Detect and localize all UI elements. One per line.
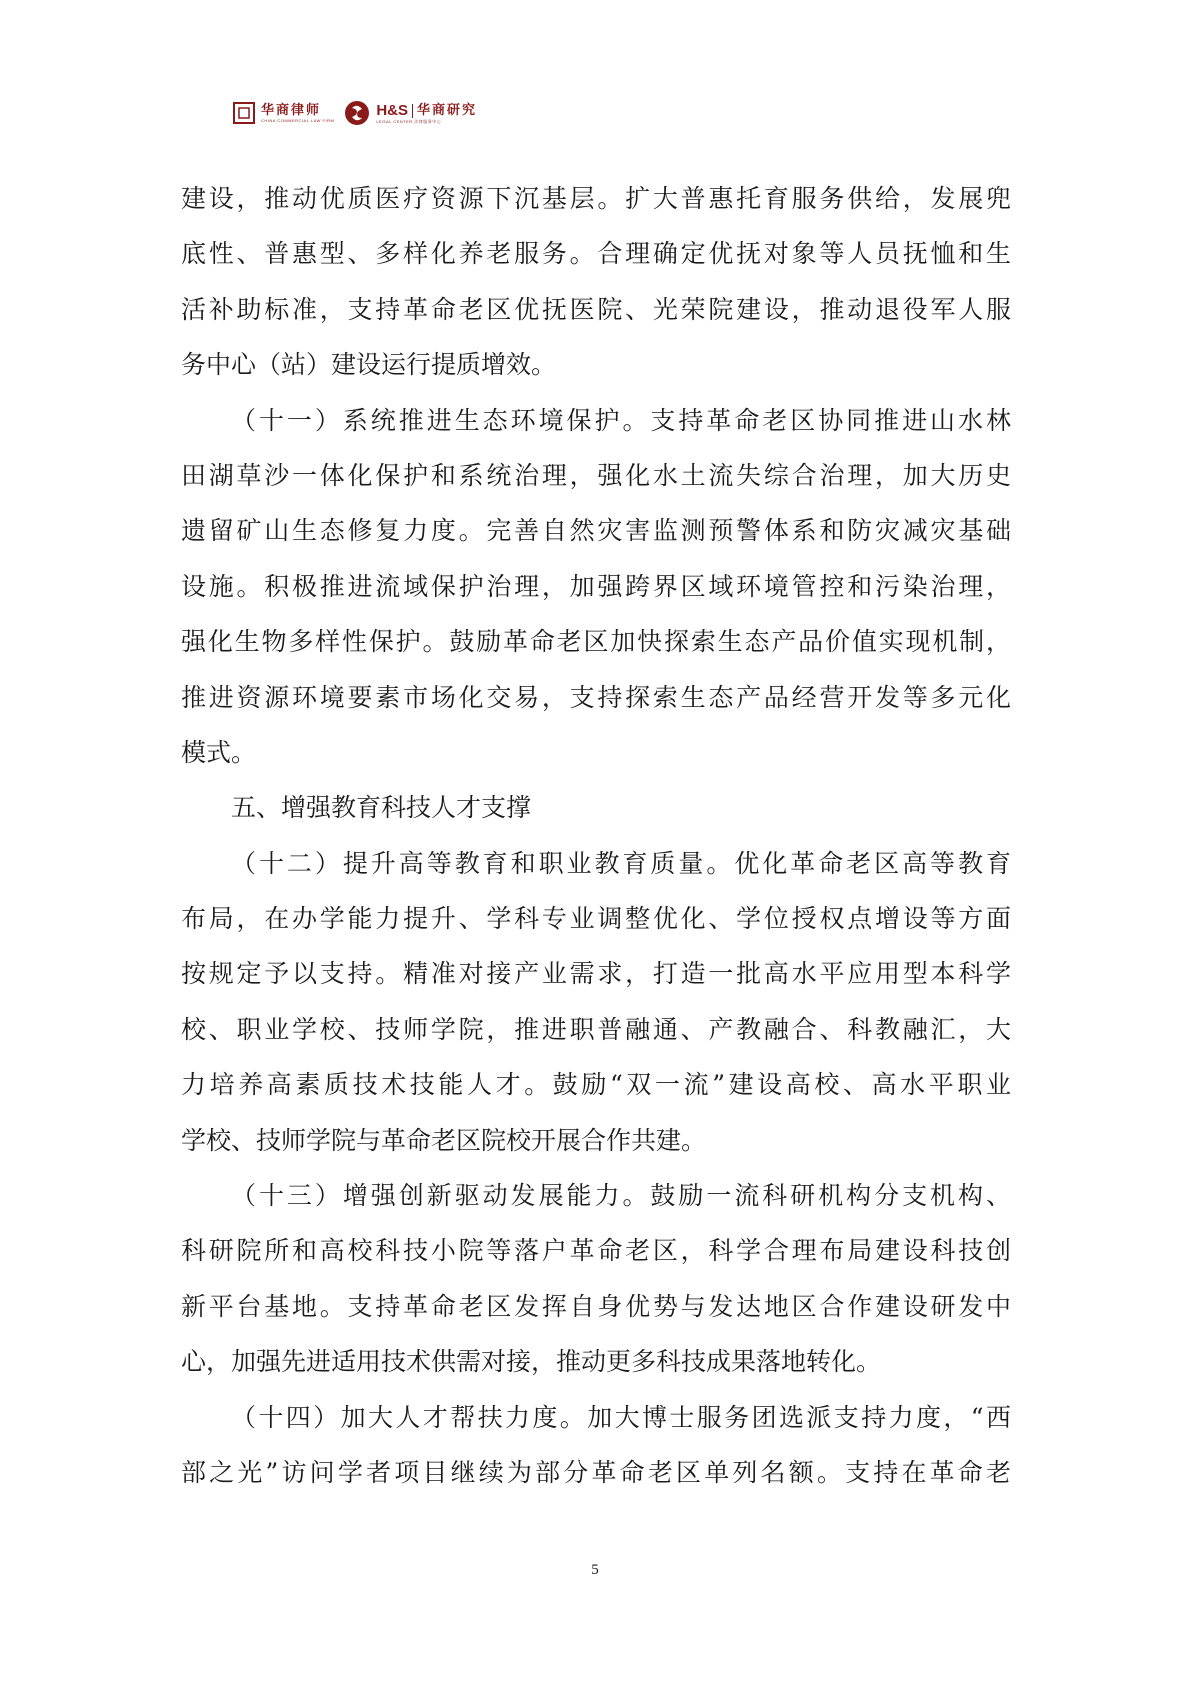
body-line: 活补助标准，支持革命老区优抚医院、光荣院建设，推动退役军人服 [181, 294, 1011, 324]
document-body [181, 171, 1011, 1500]
body-line: 校、职业学校、技师学院，推进职普融通、产教融合、科教融汇，大 [181, 1014, 1011, 1044]
law-firm-logo [233, 102, 334, 124]
body-line: 务中心（站）建设运行提质增效。 [181, 350, 557, 380]
body-line: 按规定予以支持。精准对接产业需求，打造一批高水平应用型本科学 [181, 959, 1011, 989]
body-line: 心，加强先进适用技术供需对接，推动更多科技成果落地转化。 [181, 1347, 882, 1377]
body-line: 遗留矿山生态修复力度。完善自然灾害监测预警体系和防灾减灾基础 [181, 516, 1011, 546]
body-line: 力培养高素质技术技能人才。鼓励“双一流”建设高校、高水平职业 [181, 1070, 1011, 1100]
section-heading: 五、增强教育科技人才支撑 [231, 793, 532, 823]
legal-center-subtitle: LEGAL CENTER 法律服务中心 [376, 119, 442, 124]
legal-center-cn-text: 华商研究 [417, 102, 478, 118]
paragraph-heading-line: （十一）系统推进生态环境保护。支持革命老区协同推进山水林 [231, 405, 1011, 435]
letterhead [233, 100, 477, 126]
body-line: 设施。积极推进流域保护治理，加强跨界区域环境管控和污染治理， [181, 571, 1011, 601]
body-line: 新平台基地。支持革命老区发挥自身优势与发达地区合作建设研发中 [181, 1291, 1011, 1321]
logo-divider [412, 104, 413, 118]
logo-brand-text: 华商律师 [261, 102, 322, 118]
body-line: 底性、普惠型、多样化养老服务。合理确定优抚对象等人员抚恤和生 [181, 239, 1011, 269]
body-line: 科研院所和高校科技小院等落户革命老区，科学合理布局建设科技创 [181, 1236, 1011, 1266]
paragraph-heading-line: （十三）增强创新驱动发展能力。鼓励一流科研机构分支机构、 [231, 1181, 1011, 1211]
body-line: 强化生物多样性保护。鼓励革命老区加快探索生态产品价值实现机制， [181, 627, 1011, 657]
hs-brand-text: H&S [376, 102, 408, 119]
square-seal-icon [233, 102, 255, 124]
body-line: 建设，推动优质医疗资源下沉基层。扩大普惠托育服务供给，发展兜 [181, 184, 1011, 213]
paragraph-heading-line: （十二）提升高等教育和职业教育质量。优化革命老区高等教育 [231, 848, 1011, 878]
body-line: 模式。 [181, 737, 257, 767]
body-line: 学校、技师学院与革命老区院校开展合作共建。 [181, 1125, 707, 1155]
body-line: 推进资源环境要素市场化交易，支持探索生态产品经营开发等多元化 [181, 682, 1011, 712]
body-line: 部之光”访问学者项目继续为部分革命老区单列名额。支持在革命老 [181, 1457, 1011, 1487]
page-number: 5 [591, 1562, 599, 1578]
logo-brand-subtitle: CHINA COMMERCIAL LAW FIRM [261, 117, 335, 123]
body-line: 布局，在办学能力提升、学科专业调整优化、学位授权点增设等方面 [181, 904, 1011, 934]
paragraph-heading-line: （十四）加大人才帮扶力度。加大博士服务团选派支持力度，“西 [231, 1402, 1011, 1432]
body-line: 田湖草沙一体化保护和系统治理，强化水土流失综合治理，加大历史 [181, 460, 1011, 490]
swirl-emblem-icon [344, 100, 370, 126]
legal-center-logo [344, 100, 477, 126]
